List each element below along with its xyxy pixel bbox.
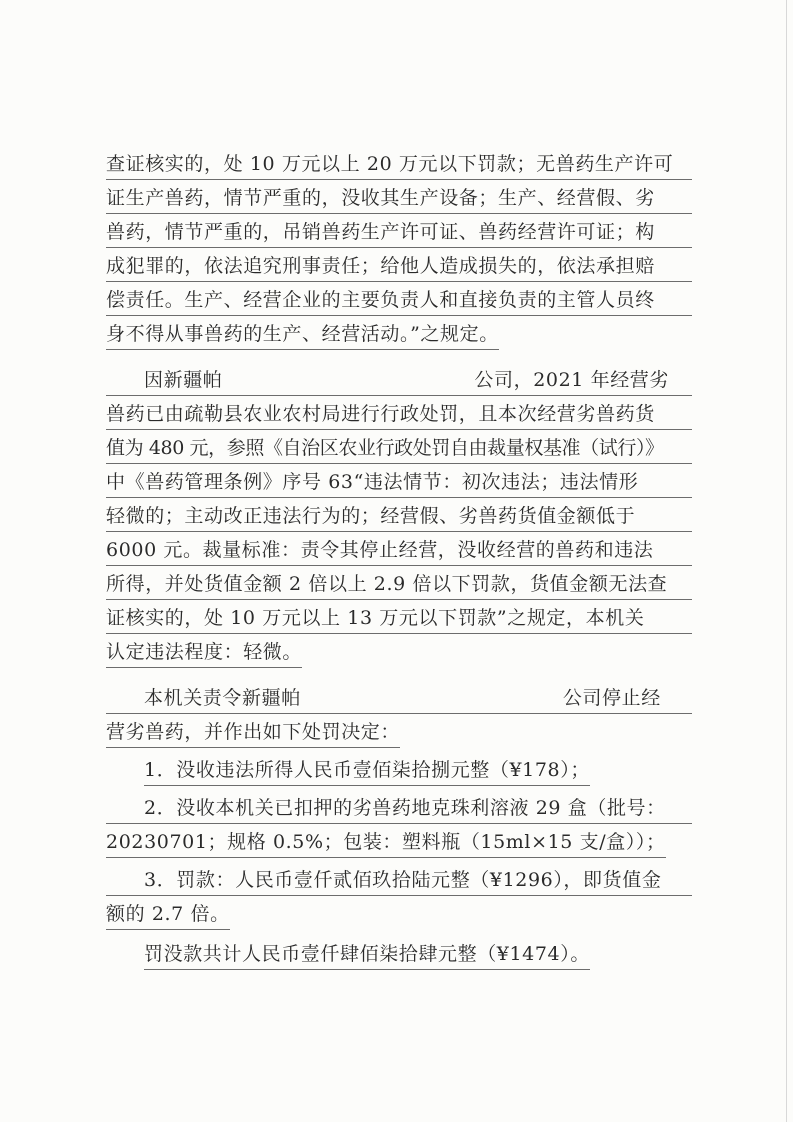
text-line bbox=[106, 682, 692, 714]
line-text: 公司停止经 bbox=[562, 687, 661, 709]
line-text: 认定违法程度：轻微。 bbox=[106, 636, 302, 668]
line-text: 罚没款共计人民币壹仟肆佰柒拾肆元整（¥1474）。 bbox=[144, 938, 590, 970]
line-text: 20230701；规格 0.5%；包装：塑料瓶（15ml×15 支/盒））； bbox=[106, 826, 666, 858]
line-text: 兽药，情节严重的，吊销兽药生产许可证、兽药经营许可证；构 bbox=[106, 221, 655, 243]
text-line bbox=[106, 364, 692, 396]
line-text: 中《兽药管理条例》序号 63“违法情节：初次违法；违法情形 bbox=[106, 471, 639, 493]
company-name-prefix: 本机关责令新疆帕 bbox=[144, 687, 301, 709]
penalty-item bbox=[106, 864, 692, 896]
company-name-prefix: 因新疆帕 bbox=[144, 369, 223, 391]
text-line bbox=[106, 826, 692, 858]
text-line bbox=[106, 716, 692, 748]
text-line bbox=[106, 432, 692, 464]
line-text: 证核实的，处 10 万元以上 13 万元以下罚款”之规定，本机关 bbox=[106, 607, 645, 629]
penalty-item bbox=[106, 792, 692, 824]
text-line bbox=[106, 636, 692, 668]
text-line bbox=[106, 250, 692, 282]
text-line bbox=[106, 148, 692, 180]
text-line bbox=[106, 568, 692, 600]
line-text: 证生产兽药，情节严重的，没收其生产设备；生产、经营假、劣 bbox=[106, 187, 655, 209]
text-line bbox=[106, 318, 692, 350]
line-text: 轻微的；主动改正违法行为的；经营假、劣兽药货值金额低于 bbox=[106, 505, 636, 527]
line-text: 成犯罪的，依法追究刑事责任；给他人造成损失的，依法承担赔 bbox=[106, 255, 655, 277]
line-text: 兽药已由疏勒县农业农村局进行行政处罚，且本次经营劣兽药货 bbox=[106, 403, 655, 425]
line-text: 1．没收违法所得人民币壹佰柒拾捌元整（¥178）； bbox=[144, 754, 590, 786]
line-text: 6000 元。裁量标准：责令其停止经营，没收经营的兽药和违法 bbox=[106, 539, 654, 561]
text-line bbox=[106, 534, 692, 566]
text-line bbox=[106, 602, 692, 634]
line-text: 营劣兽药，并作出如下处罚决定： bbox=[106, 716, 400, 748]
line-text: 偿责任。生产、经营企业的主要负责人和直接负责的主管人员终 bbox=[106, 289, 655, 311]
scan-edge bbox=[786, 0, 787, 1122]
line-text: 值为 480 元，参照《自治区农业行政处罚自由裁量权基准（试行）》 bbox=[106, 437, 664, 459]
text-line bbox=[106, 216, 692, 248]
total-line bbox=[106, 938, 692, 970]
line-text: 2．没收本机关已扣押的劣兽药地克珠利溶液 29 盒（批号： bbox=[144, 797, 666, 819]
line-text: 3．罚款：人民币壹仟贰佰玖拾陆元整（¥1296），即货值金 bbox=[144, 869, 662, 891]
text-line bbox=[106, 500, 692, 532]
text-line bbox=[106, 466, 692, 498]
line-text: 身不得从事兽药的生产、经营活动。”之规定。 bbox=[106, 318, 499, 350]
line-text: 额的 2.7 倍。 bbox=[106, 898, 230, 930]
text-line bbox=[106, 182, 692, 214]
line-text: 所得，并处货值金额 2 倍以上 2.9 倍以下罚款，货值金额无法查 bbox=[106, 573, 668, 595]
text-line bbox=[106, 284, 692, 316]
penalty-item bbox=[106, 754, 692, 786]
line-text: 查证核实的，处 10 万元以上 20 万元以下罚款；无兽药生产许可 bbox=[106, 153, 674, 175]
line-text: 公司，2021 年经营劣 bbox=[474, 369, 669, 391]
text-line bbox=[106, 398, 692, 430]
text-line bbox=[106, 898, 692, 930]
